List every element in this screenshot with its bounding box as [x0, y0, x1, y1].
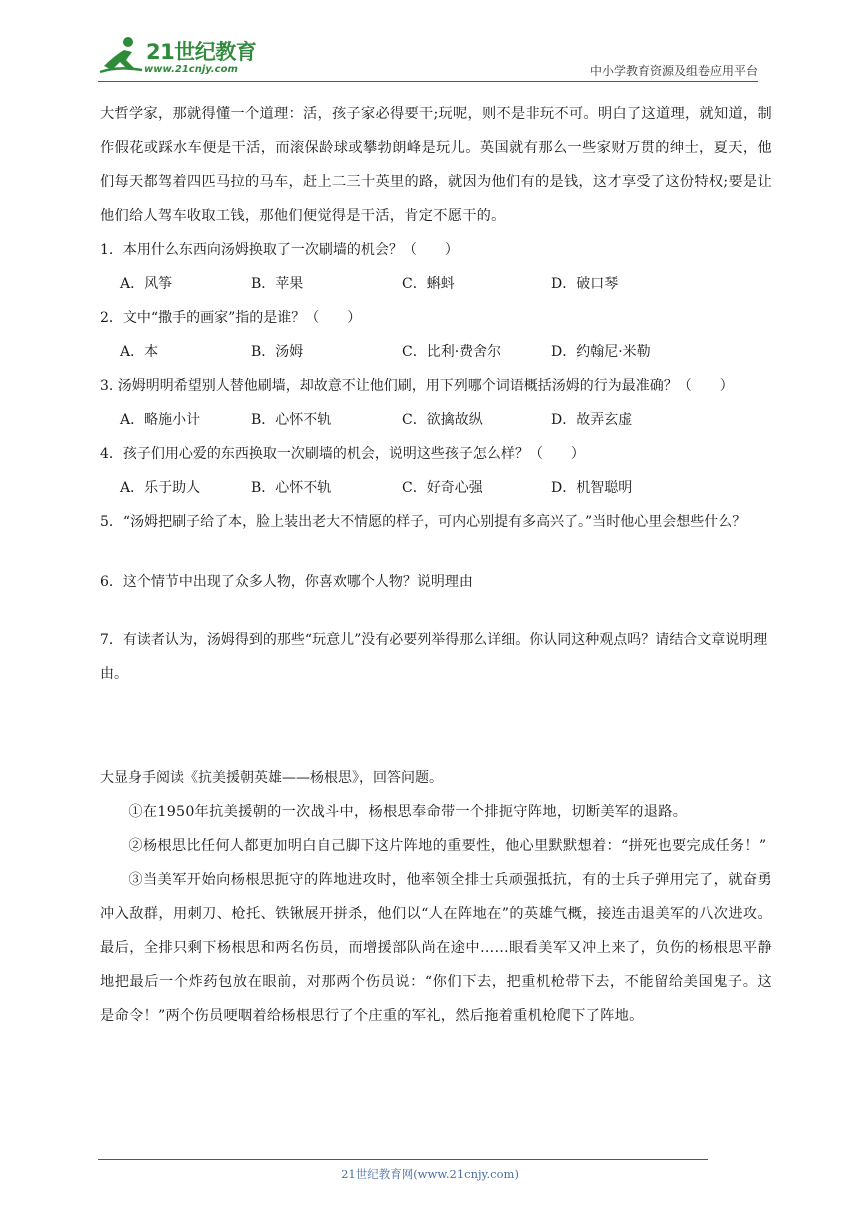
question-3: 3. 汤姆明明希望别人替他刷墙，却故意不让他们刷，用下列哪个词语概括汤姆的行为最准确？（ ）	[100, 378, 734, 394]
option-d: D．机智聪明	[551, 480, 633, 496]
question-1: 1．本用什么东西向汤姆换取了一次刷墙的机会？（ ）	[100, 242, 459, 258]
question-1-options	[100, 267, 772, 301]
logo-url: www.21cnjy.com	[144, 64, 238, 75]
runner-logo-icon	[98, 36, 144, 76]
option-b: B．心怀不轨	[251, 480, 332, 496]
section2-paragraph-1: ①在1950年抗美援朝的一次战斗中，杨根思奉命带一个排扼守阵地，切断美军的退路。	[128, 804, 688, 820]
option-b: B．心怀不轨	[251, 412, 332, 428]
option-d: D．故弄玄虚	[551, 412, 633, 428]
question-2-options	[100, 335, 772, 369]
logo-text: 21世纪教育	[146, 40, 257, 64]
option-c: C．欲擒故纵	[402, 412, 483, 428]
section2-intro: 大显身手阅读《抗美援朝英雄——杨根思》，回答问题。	[100, 770, 443, 786]
option-d: D．约翰尼·米勒	[551, 344, 651, 360]
site-logo	[98, 36, 268, 76]
option-a: A．风筝	[120, 276, 173, 292]
question-4-options	[100, 471, 772, 505]
option-d: D．破口琴	[551, 276, 619, 292]
page-footer: 21世纪教育网(www.21cnjy.com)	[341, 1167, 519, 1181]
option-b: B．苹果	[251, 276, 304, 292]
option-c: C．比利·费舍尔	[402, 344, 502, 360]
option-a: A．乐于助人	[120, 480, 201, 496]
question-7: 7．有读者认为，汤姆得到的那些“玩意儿”没有必要列举得那么详细。你认同这种观点吗？请结合文章说明理由。	[100, 632, 768, 682]
document-body	[100, 97, 772, 1033]
answer-space	[100, 691, 772, 761]
header-divider	[98, 81, 758, 82]
answer-space	[100, 539, 772, 565]
question-4: 4．孩子们用心爱的东西换取一次刷墙的机会，说明这些孩子怎么样？（ ）	[100, 446, 585, 462]
option-c: C．好奇心强	[402, 480, 483, 496]
footer-divider	[98, 1159, 708, 1160]
section2-paragraph-2: ②杨根思比任何人都更加明白自己脚下这片阵地的重要性，他心里默默想着：“拼死也要完成任务！”	[128, 838, 767, 854]
platform-name: 中小学教育资源及组卷应用平台	[589, 64, 758, 78]
answer-space	[100, 599, 772, 623]
option-a: A．略施小计	[120, 412, 201, 428]
section2-paragraph-3: ③当美军开始向杨根思扼守的阵地进攻时，他率领全排士兵顽强抵抗，有的士兵子弹用完了，就奋勇冲入敌群，用刺刀、枪托、铁锹展开拼杀，他们以“人在阵地在”的英雄气概，接连击退美军的八次进攻。最后，全排只剩下杨根思和两名伤员，而增援部队尚在途中……眼看美军又冲上来了，负伤的杨根思平静地把最后一个炸药包放在眼前，对那两个伤员说：“你们下去，把重机枪带下去，不能留给美国鬼子。这是命令！”两个伤员哽咽着给杨根思行了个庄重的军礼，然后拖着重机枪爬下了阵地。	[100, 872, 772, 1024]
option-b: B．汤姆	[251, 344, 304, 360]
question-2: 2．文中“撒手的画家”指的是谁？（ ）	[100, 310, 362, 326]
question-5: 5．“汤姆把刷子给了本，脸上装出老大不情愿的样子，可内心别提有多高兴了。”当时他心里会想些什么？	[100, 514, 747, 530]
option-c: C．蝌蚪	[402, 276, 455, 292]
question-6: 6．这个情节中出现了众多人物，你喜欢哪个人物？说明理由	[100, 574, 473, 590]
page-header	[98, 30, 758, 80]
question-3-options	[100, 403, 772, 437]
intro-paragraph: 大哲学家，那就得懂一个道理：活，孩子家必得要干;玩呢，则不是非玩不可。明白了这道理，就知道，制作假花或踩水车便是干活，而滚保龄球或攀勃朗峰是玩儿。英国就有那么一些家财万贯的绅士，夏天，他们每天都驾着四匹马拉的马车，赶上二三十英里的路，就因为他们有的是钱，这才享受了这份特权;要是让他们给人驾车收取工钱，那他们便觉得是干活，肯定不愿干的。	[100, 106, 772, 224]
option-a: A．本	[120, 344, 159, 360]
